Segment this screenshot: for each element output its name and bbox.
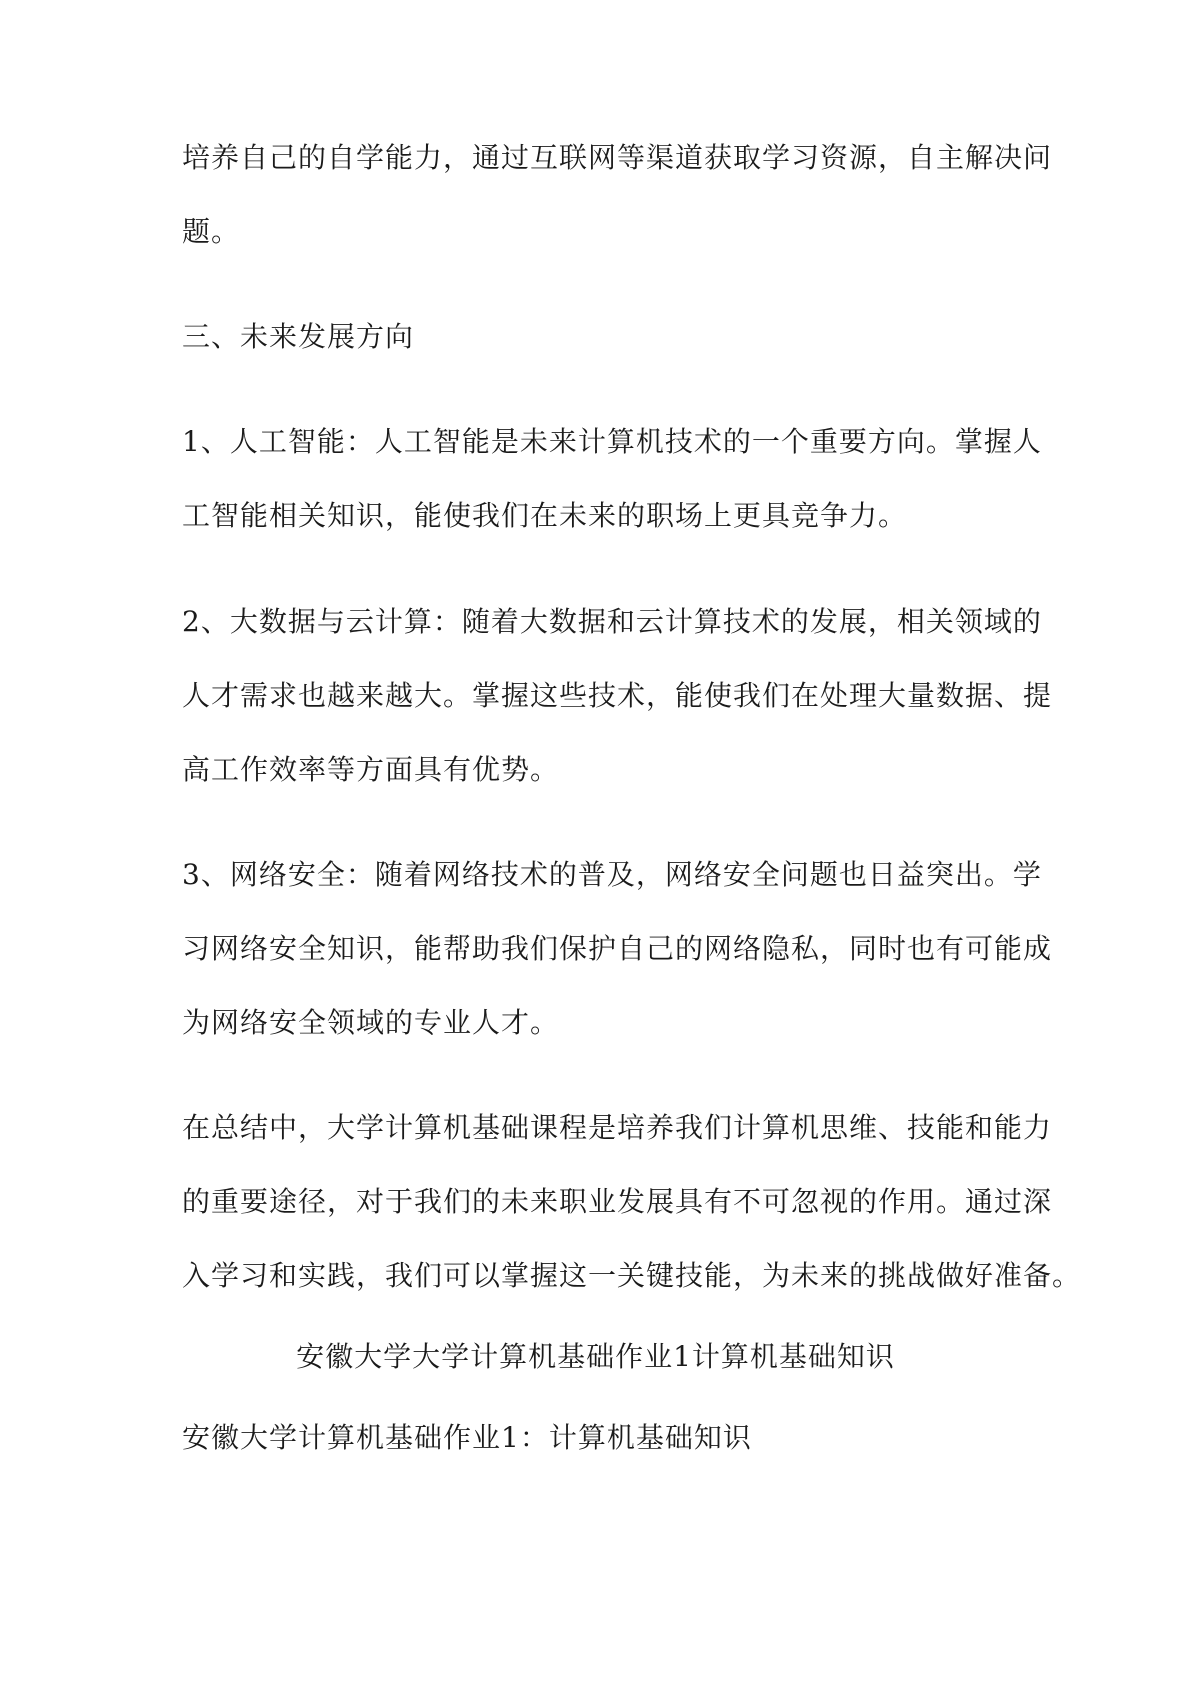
section-heading: 三、未来发展方向 xyxy=(182,320,415,353)
document-title: 安徽大学大学计算机基础作业1计算机基础知识 xyxy=(296,1340,895,1373)
paragraph-line: 习网络安全知识，能帮助我们保护自己的网络隐私，同时也有可能成 xyxy=(182,932,1053,965)
paragraph-line: 的重要途径，对于我们的未来职业发展具有不可忽视的作用。通过深 xyxy=(182,1185,1053,1218)
paragraph-line: 高工作效率等方面具有优势。 xyxy=(182,753,560,786)
paragraph-line: 人才需求也越来越大。掌握这些技术，能使我们在处理大量数据、提 xyxy=(182,679,1053,712)
paragraph-line: 在总结中，大学计算机基础课程是培养我们计算机思维、技能和能力 xyxy=(182,1111,1053,1144)
paragraph-line: 入学习和实践，我们可以掌握这一关键技能，为未来的挑战做好准备。 xyxy=(182,1259,1082,1292)
document-subtitle: 安徽大学计算机基础作业1：计算机基础知识 xyxy=(182,1421,752,1454)
paragraph-line: 1、人工智能：人工智能是未来计算机技术的一个重要方向。掌握人 xyxy=(182,425,1042,458)
paragraph-line: 为网络安全领域的专业人才。 xyxy=(182,1006,560,1039)
paragraph-line: 3、网络安全：随着网络技术的普及，网络安全问题也日益突出。学 xyxy=(182,858,1042,891)
paragraph-line: 题。 xyxy=(182,215,241,248)
paragraph-line: 2、大数据与云计算：随着大数据和云计算技术的发展，相关领域的 xyxy=(182,605,1042,638)
paragraph-line: 培养自己的自学能力，通过互联网等渠道获取学习资源，自主解决问 xyxy=(182,141,1053,174)
paragraph-line: 工智能相关知识，能使我们在未来的职场上更具竞争力。 xyxy=(182,499,908,532)
